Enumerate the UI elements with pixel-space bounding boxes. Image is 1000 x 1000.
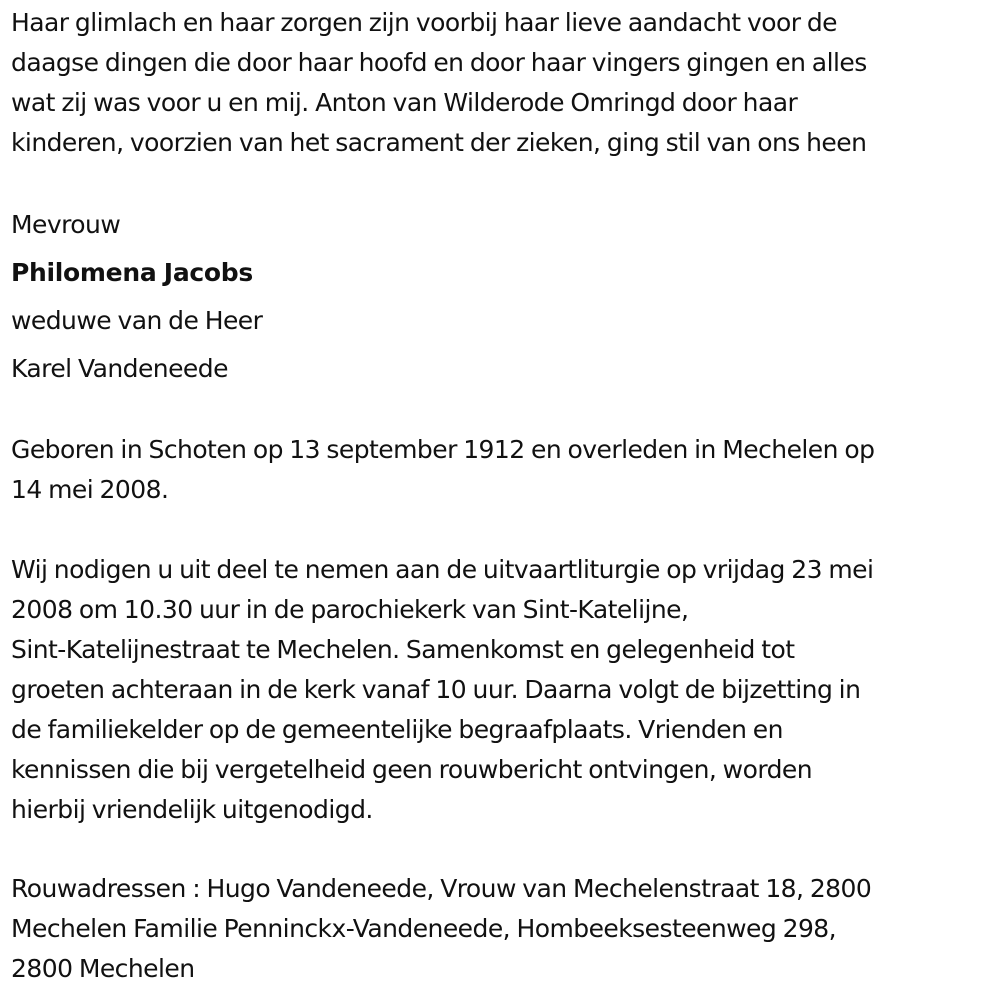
intro-line: daagse dingen die door haar hoofd en door haar vingers gingen en alles	[11, 48, 867, 77]
invitation-line: 2008 om 10.30 uur in de parochiekerk van Sint-Katelijne,	[11, 595, 689, 624]
invitation-paragraph	[11, 550, 873, 830]
address-line: Rouwadressen : Hugo Vandeneede, Vrouw van Mechelenstraat 18, 2800	[11, 874, 872, 903]
deceased-name: Philomena Jacobs	[11, 258, 253, 287]
invitation-line: de familiekelder op de gemeentelijke begraafplaats. Vrienden en	[11, 715, 783, 744]
birth-death-paragraph	[11, 430, 874, 510]
address-line: Mechelen Familie Penninckx-Vandeneede, Hombeeksesteenweg 298,	[11, 914, 837, 943]
invitation-line: Wij nodigen u uit deel te nemen aan de uitvaartliturgie op vrijdag 23 mei	[11, 555, 874, 584]
spouse-name: Karel Vandeneede	[11, 354, 228, 383]
address-line: 2800 Mechelen	[11, 954, 195, 983]
intro-line: wat zij was voor u en mij. Anton van Wilderode Omringd door haar	[11, 88, 798, 117]
birth-death-line: 14 mei 2008.	[11, 475, 169, 504]
mourning-addresses-paragraph	[11, 869, 871, 989]
invitation-line: hierbij vriendelijk uitgenodigd.	[11, 795, 373, 824]
salutation: Mevrouw	[11, 210, 121, 239]
intro-paragraph	[11, 3, 867, 163]
invitation-line: Sint-Katelijnestraat te Mechelen. Samenkomst en gelegenheid tot	[11, 635, 795, 664]
invitation-line: kennissen die bij vergetelheid geen rouwbericht ontvingen, worden	[11, 755, 813, 784]
birth-death-line: Geboren in Schoten op 13 september 1912 en overleden in Mechelen op	[11, 435, 875, 464]
intro-line: Haar glimlach en haar zorgen zijn voorbij haar lieve aandacht voor de	[11, 8, 837, 37]
invitation-line: groeten achteraan in de kerk vanaf 10 uur. Daarna volgt de bijzetting in	[11, 675, 861, 704]
intro-line: kinderen, voorzien van het sacrament der zieken, ging stil van ons heen	[11, 128, 867, 157]
widow-of-text: weduwe van de Heer	[11, 306, 263, 335]
